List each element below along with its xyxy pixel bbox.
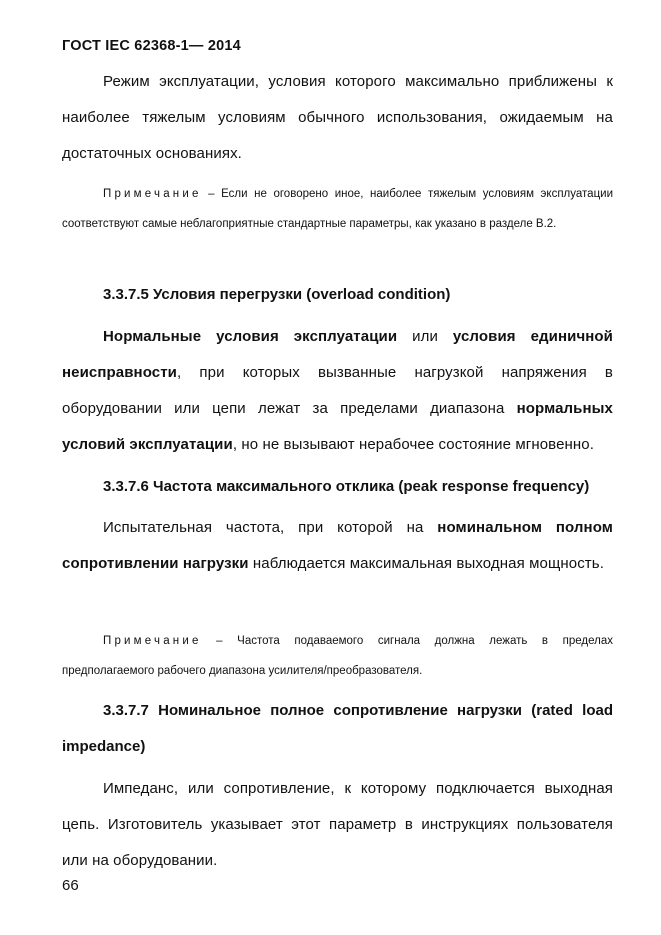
paragraph-text: , при которых вызванные нагрузкой напряжения в оборудовании или цепи лежат за пределами диапазона (62, 364, 613, 417)
paragraph-text: Импеданс, или сопротивление, к которому подключается выходная цепь. Изготовитель указывает этот параметр в инструкциях пользователя или на оборудовании. (62, 780, 613, 869)
paragraph-rated-load-impedance (62, 771, 613, 879)
note-label: Примечание (103, 635, 202, 647)
paragraph-text: или (397, 328, 453, 345)
paragraph-overload-condition (62, 319, 613, 463)
paragraph-text: Режим эксплуатации, условия которого максимально приближены к наиболее тяжелым условиям обычного использования, ожидаемым на достаточных основаниях. (62, 73, 613, 162)
section-number: 3.3.7.7 (103, 702, 149, 719)
paragraph-text: Испытательная частота, при которой на (103, 519, 438, 536)
section-title: Условия перегрузки (overload condition) (153, 286, 451, 303)
section-heading-3-3-7-5 (62, 277, 613, 313)
note-2 (62, 626, 613, 686)
paragraph-text: наблюдается максимальная выходная мощность. (248, 555, 604, 572)
note-text: – Если не оговорено иное, наиболее тяжелым условиям эксплуатации соответствуют самые неблагоприятные стандартные параметры, как указано в разделе В.2. (62, 188, 613, 230)
section-number: 3.3.7.5 (103, 286, 149, 303)
section-title: Номинальное полное сопротивление нагрузки (rated load impedance) (62, 702, 613, 755)
note-text: – Частота подаваемого сигнала должна лежать в пределах предполагаемого рабочего диапазона усилителя/преобразователя. (62, 635, 613, 677)
note-1 (62, 179, 613, 239)
section-heading-3-3-7-6 (62, 469, 613, 505)
paragraph-operating-mode (62, 64, 613, 172)
section-number: 3.3.7.6 (103, 478, 149, 495)
paragraph-text: , но не вызывают нерабочее состояние мгновенно. (232, 436, 595, 453)
page-number: 66 (62, 877, 79, 894)
note-label: Примечание (103, 188, 202, 200)
section-heading-3-3-7-7 (62, 693, 613, 765)
document-header: ГОСТ IEC 62368-1— 2014 (62, 38, 241, 54)
term-single-fault-condition: условия единичной неисправности (62, 328, 614, 381)
section-title: Частота максимального отклика (peak response frequency) (153, 478, 590, 495)
term-rated-load-impedance: номинальном полном сопротивлении нагрузки (62, 519, 613, 572)
paragraph-peak-response-frequency (62, 510, 613, 582)
term-normal-operating-conditions: Нормальные условия эксплуатации (103, 328, 398, 345)
term-normal-operating-conditions: нормальных условий эксплуатации (62, 400, 613, 453)
